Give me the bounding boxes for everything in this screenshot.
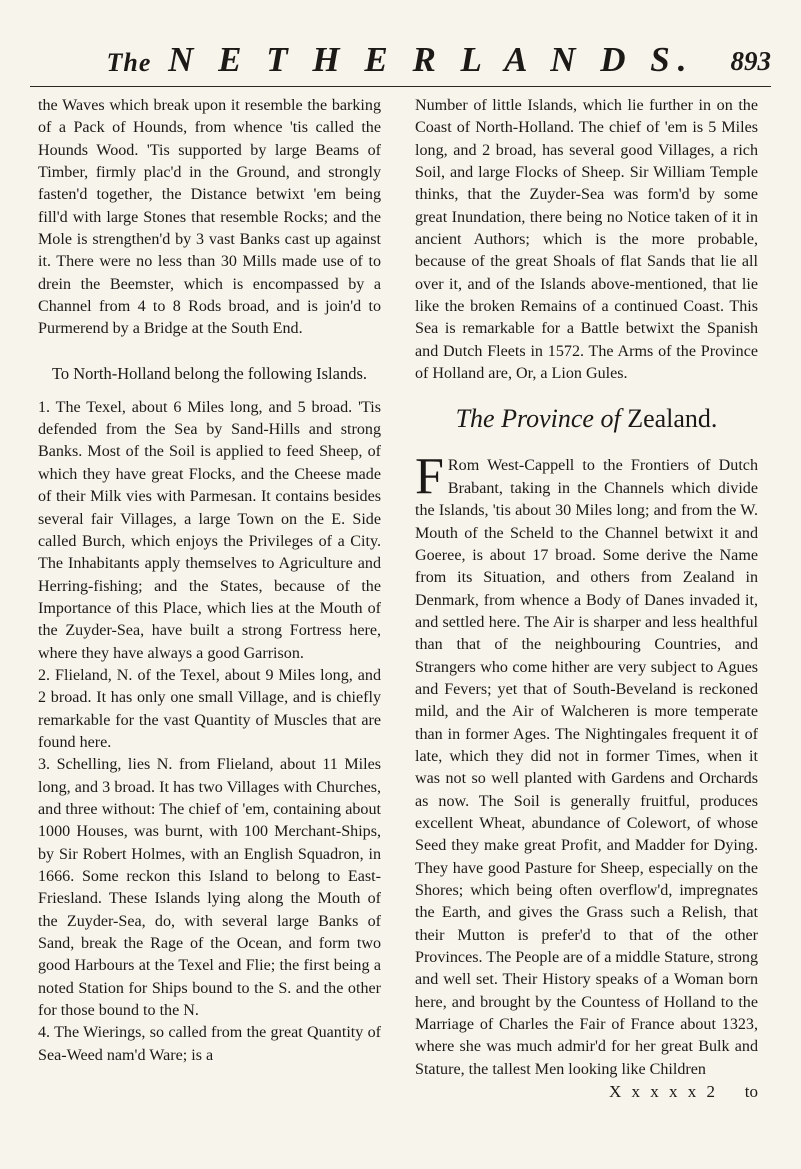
signature-mark: X x x x x 2: [608, 1082, 718, 1102]
province-heading-part2: of: [600, 404, 621, 434]
right-column: [415, 95, 758, 1103]
paragraph-texel: 1. The Texel, about 6 Miles long, and 5 broad. 'Tis defended from the Sea by Sand-Hills and strong Banks. Most of the Soil is applied to feed Sheep, of which they have great Flocks, and the Cheese made of their Milk vies with Parmesan. It contains besides several fair Villages, a large Town on the E. Side called Burch, which enjoys the Privileges of a City. The Inhabitants apply themselves to Agriculture and Herring-fishing; and the States, because of the Importance of this Place, which lies at the Mouth of the Zuyder-Sea, have built a strong Fortress here, where they have always a good Garrison.: [38, 398, 381, 662]
paragraph-wierings: 4. The Wierings, so called from the great Quantity of Sea-Weed nam'd Ware; is a: [38, 1024, 381, 1064]
title-the: The: [106, 48, 152, 77]
province-heading-part3: Zealand.: [627, 404, 718, 434]
left-column: [38, 95, 381, 1067]
islands-heading: To North-Holland belong the following Islands.: [51, 363, 368, 383]
signature-line: [415, 1081, 758, 1103]
title-netherlands: N E T H E R L A N D S.: [168, 40, 695, 79]
paragraph-schelling: 3. Schelling, lies N. from Flieland, about 11 Miles long, and 3 broad. It has two Villages with Churches, and three without: The chief of 'em, containing about 1000 Houses, was burnt, with 100 Merchant-Ships, by Sir Robert Holmes, with an English Squadron, in 1666. Some reckon this Island to belong to East-Friesland. These Islands lying along the Mouth of the Zuyder-Sea, do, with several large Banks of Sand, break the Rage of the Ocean, and form two good Harbours at the Texel and Flie; the first being a noted Station for Ships bound to the S. and the other for those bound to the N.: [38, 756, 381, 1020]
running-title: [30, 40, 771, 80]
catchword: to: [744, 1082, 758, 1102]
paragraph-hounds-wood: the Waves which break upon it resemble the barking of a Pack of Hounds, from whence 'tis called the Hounds Wood. 'Tis supported by large Beams of Timber, firmly plac'd in the Ground, and strongly fasten'd together, the Distance betwixt 'em being fill'd with large Stones that resemble Rocks; and the Mole is strengthen'd by 3 vast Banks cast up against it. There were no less than 30 Mills made use of to drein the Beemster, which is encompassed by a Channel from 4 to 8 Rods broad, and is join'd to Purmerend by a Bridge at the South End.: [38, 97, 381, 338]
paragraph-zealand: [415, 448, 758, 1081]
running-header: [30, 38, 771, 87]
paragraph-islands-continued: Number of little Islands, which lie further in on the Coast of North-Holland. The chief of 'em is 5 Miles long, and 2 broad, has several good Villages, a rich Soil, and large Flocks of Sheep. Sir William Temple thinks, that the Zuyder-Sea was form'd by some great Inundation, there being no Notice taken of it in ancient Authors; which is the more probable, because of the great Shoals of flat Sands that lie all over it, and of the Islands above-mentioned, that lie like the broken Remains of a continued Coast. This Sea is remarkable for a Battle betwixt the Spanish and Dutch Fleets in 1572. The Arms of the Province of Holland are, Or, a Lion Gules.: [415, 97, 758, 383]
page-number: 893: [730, 46, 771, 76]
province-heading-part1: The Province: [455, 404, 594, 434]
zealand-heading: [415, 403, 758, 435]
paragraph-zealand-text: Rom West-Cappell to the Frontiers of Dutch Brabant, taking in the Channels which divide the Islands, 'tis about 30 Miles long; and from the W. Mouth of the Scheld to the Channel betwixt it and Goeree, is about 17 broad. Some derive the Name from its Situation, and others from Zealand in Denmark, from whence a Body of Danes invaded it, and settled here. The Air is sharper and less healthful than that of the neighbouring Countries, and Strangers who come hither are very subject to Agues and Fevers; yet that of South-Beveland is reckoned mild, and the Air of Walcheren is more temperate than in former Ages. The Nightingales frequent it of late, which they did not in former Times, when it was not so well planted with Gardens and Orchards as now. The Soil is generally fruitful, produces excellent Wheat, abundance of Colewort, of whose Seed they make great Profit, and Madder for Dying. They have good Pasture for Sheep, especially on the Shores; which being often overflow'd, impregnates the Earth, and gives the Grass such a Relish, that their Mutton is prefer'd to that of the other Provinces. The People are of a middle Stature, strong and well set. Their History speaks of a Woman born here, and brought by the Countess of Holland to the Marriage of Charles the Fair of France about 1323, where she was much admir'd for her great Bulk and Stature, the tallest Men looking like Children: [415, 457, 758, 1078]
paragraph-flieland: 2. Flieland, N. of the Texel, about 9 Miles long, and 2 broad. It has only one small Village, and is chiefly remarkable for the vast Quantity of Muscles that are found here.: [38, 666, 381, 751]
drop-cap: F: [415, 448, 444, 506]
